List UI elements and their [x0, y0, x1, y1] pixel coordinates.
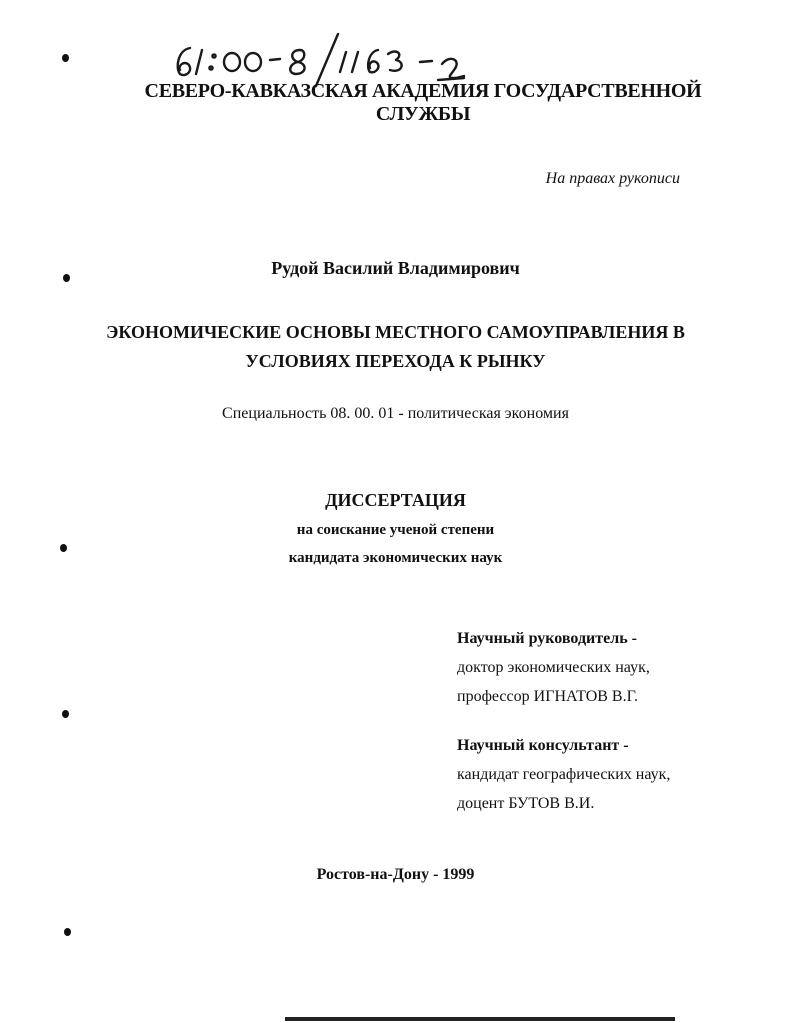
binding-hole-mark [62, 54, 69, 62]
author-name: Рудой Василий Владимирович [271, 258, 520, 278]
specialty: Специальность 08. 00. 01 - политическая экономия [222, 405, 569, 422]
binding-hole-mark [62, 710, 69, 718]
dissertation-title [0, 318, 791, 376]
degree-line-2: кандидата экономических наук [288, 550, 503, 566]
handwritten-archive-code [120, 28, 540, 88]
supervisor-role: Научный руководитель - [457, 630, 637, 647]
consultant-role: Научный консультант - [457, 737, 629, 754]
consultant-block [457, 731, 757, 818]
consultant-degree: кандидат географических наук, [457, 766, 671, 783]
supervisor-block [457, 624, 757, 711]
consultant-name: доцент БУТОВ В.И. [457, 795, 595, 812]
city-year: Ростов-на-Дону - 1999 [316, 866, 475, 883]
degree-line-1: на соискание ученой степени [296, 522, 495, 538]
title-line-2: УСЛОВИЯХ ПЕРЕХОДА К РЫНКУ [245, 351, 546, 371]
supervisor-degree: доктор экономических наук, [457, 659, 650, 676]
supervisor-name: профессор ИГНАТОВ В.Г. [457, 688, 639, 705]
title-line-1: ЭКОНОМИЧЕСКИЕ ОСНОВЫ МЕСТНОГО САМОУПРАВЛЕНИЯ В [106, 322, 685, 342]
binding-hole-mark [64, 928, 71, 936]
handwritten-code-image [120, 28, 540, 88]
binding-hole-mark [60, 544, 67, 552]
scan-edge-artifact [285, 1017, 675, 1021]
document-type: ДИССЕРТАЦИЯ [325, 490, 466, 510]
rights-note: На правах рукописи [545, 170, 680, 187]
institution-name: СЕВЕРО-КАВКАЗСКАЯ АКАДЕМИЯ ГОСУДАРСТВЕННОЙ СЛУЖБЫ [144, 80, 702, 125]
binding-hole-mark [63, 274, 70, 282]
